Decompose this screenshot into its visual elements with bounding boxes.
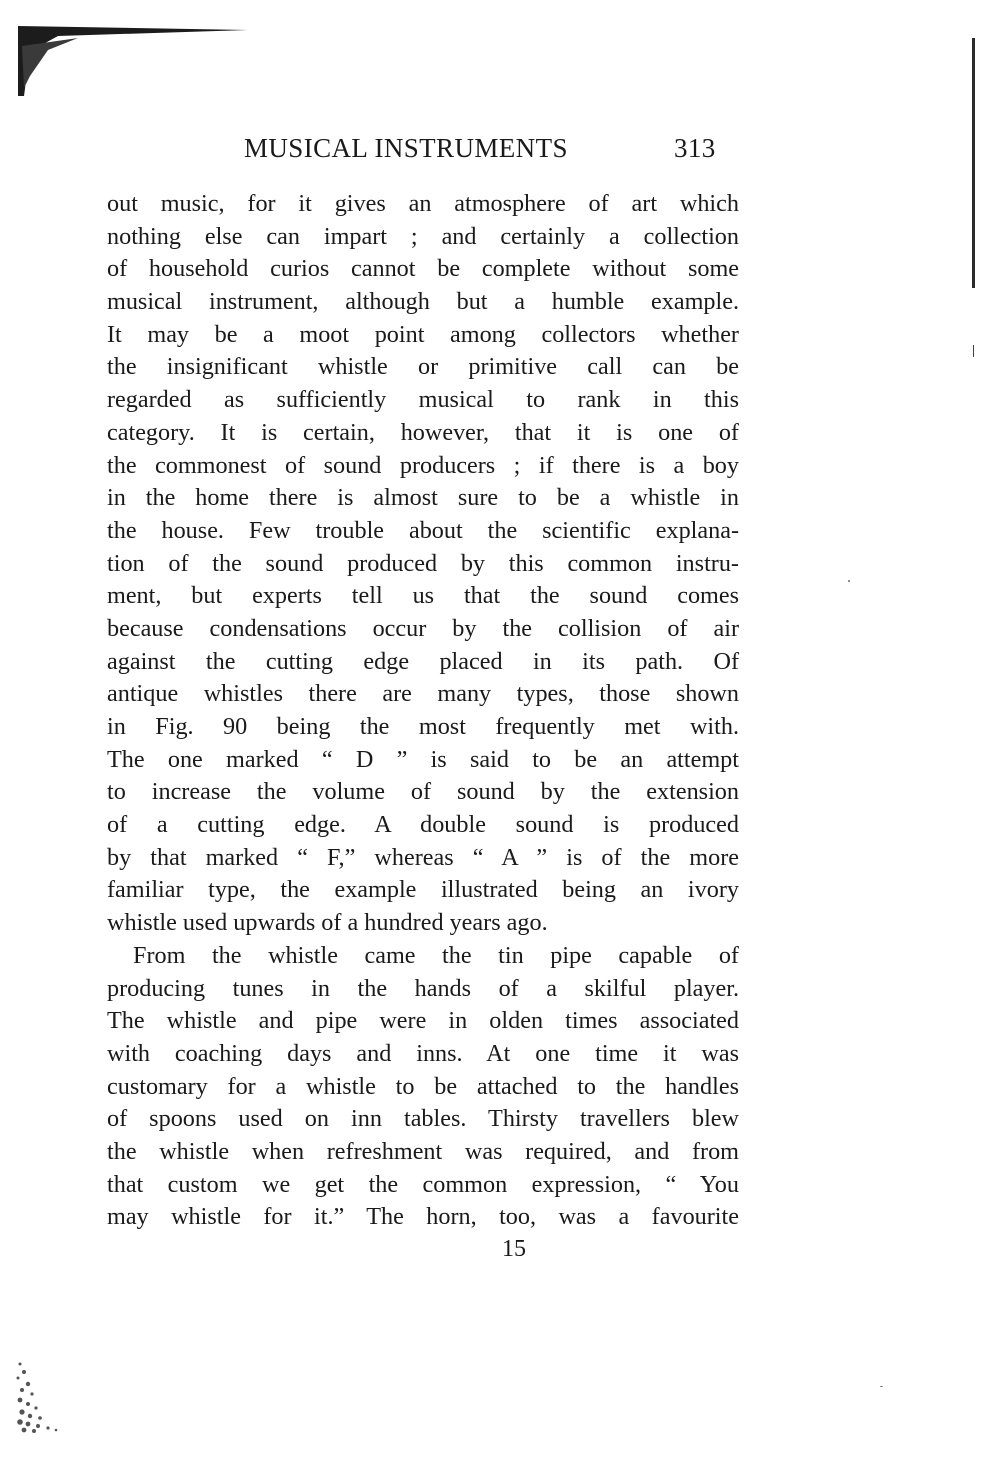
text-line: From the whistle came the tin pipe capable of	[133, 941, 739, 969]
text-line: of household curios cannot be complete without some	[107, 255, 739, 283]
scan-shadow-mark-bottom	[14, 1360, 74, 1435]
text-line: of a cutting edge. A double sound is produced	[107, 811, 739, 839]
text-line: may whistle for it.” The horn, too, was a favourite	[107, 1203, 739, 1231]
text-line: It may be a moot point among collectors whether	[107, 320, 739, 348]
text-line: in the home there is almost sure to be a whistle in	[107, 484, 739, 512]
signature-mark: 15	[502, 1236, 526, 1262]
text-line: the insignificant whistle or primitive call can be	[107, 353, 739, 381]
text-line: the commonest of sound producers ; if there is a boy	[107, 451, 739, 479]
text-line: in Fig. 90 being the most frequently met with.	[107, 713, 739, 740]
text-line: customary for a whistle to be attached to the handles	[107, 1072, 739, 1100]
text-line: whistle used upwards of a hundred years ago.	[107, 909, 548, 937]
text-line: that custom we get the common expression, “ You	[107, 1170, 739, 1198]
text-line: The one marked “ D ” is said to be an attempt	[107, 745, 739, 773]
body-text	[107, 188, 739, 1234]
scan-shadow-mark-top	[18, 26, 248, 96]
text-line: the whistle when refreshment was required, and from	[107, 1137, 739, 1165]
text-line: nothing else can impart ; and certainly a collection	[107, 222, 739, 250]
text-line: regarded as sufficiently musical to rank in this	[107, 386, 739, 414]
text-line: familiar type, the example illustrated being an ivory	[107, 876, 739, 904]
text-line: of spoons used on inn tables. Thirsty travellers blew	[107, 1105, 739, 1133]
text-line: by that marked “ F,” whereas “ A ” is of the more	[107, 843, 739, 871]
running-head-title: MUSICAL INSTRUMENTS	[244, 133, 568, 163]
text-line: The whistle and pipe were in olden times associated	[107, 1007, 739, 1035]
text-line: antique whistles there are many types, those shown	[107, 680, 739, 708]
text-line: to increase the volume of sound by the extension	[107, 778, 739, 806]
text-line: producing tunes in the hands of a skilful player.	[107, 974, 739, 1002]
speck	[848, 580, 850, 582]
running-head	[244, 133, 744, 167]
page-number: 313	[674, 133, 716, 163]
text-line: out music, for it gives an atmosphere of art which	[107, 190, 739, 217]
text-line: musical instrument, although but a humble example.	[107, 288, 739, 316]
text-line: against the cutting edge placed in its path. Of	[107, 647, 739, 675]
text-line: tion of the sound produced by this common instru-	[107, 549, 739, 577]
page-edge-line	[972, 38, 975, 288]
text-line: with coaching days and inns. At one time it was	[107, 1039, 739, 1067]
speck	[880, 1386, 883, 1387]
text-line: category. It is certain, however, that it is one of	[107, 418, 739, 446]
text-line: the house. Few trouble about the scientific explana-	[107, 516, 739, 544]
text-line: because condensations occur by the collision of air	[107, 614, 739, 642]
text-line: ment, but experts tell us that the sound comes	[107, 582, 739, 610]
page-edge-tick	[973, 345, 974, 357]
